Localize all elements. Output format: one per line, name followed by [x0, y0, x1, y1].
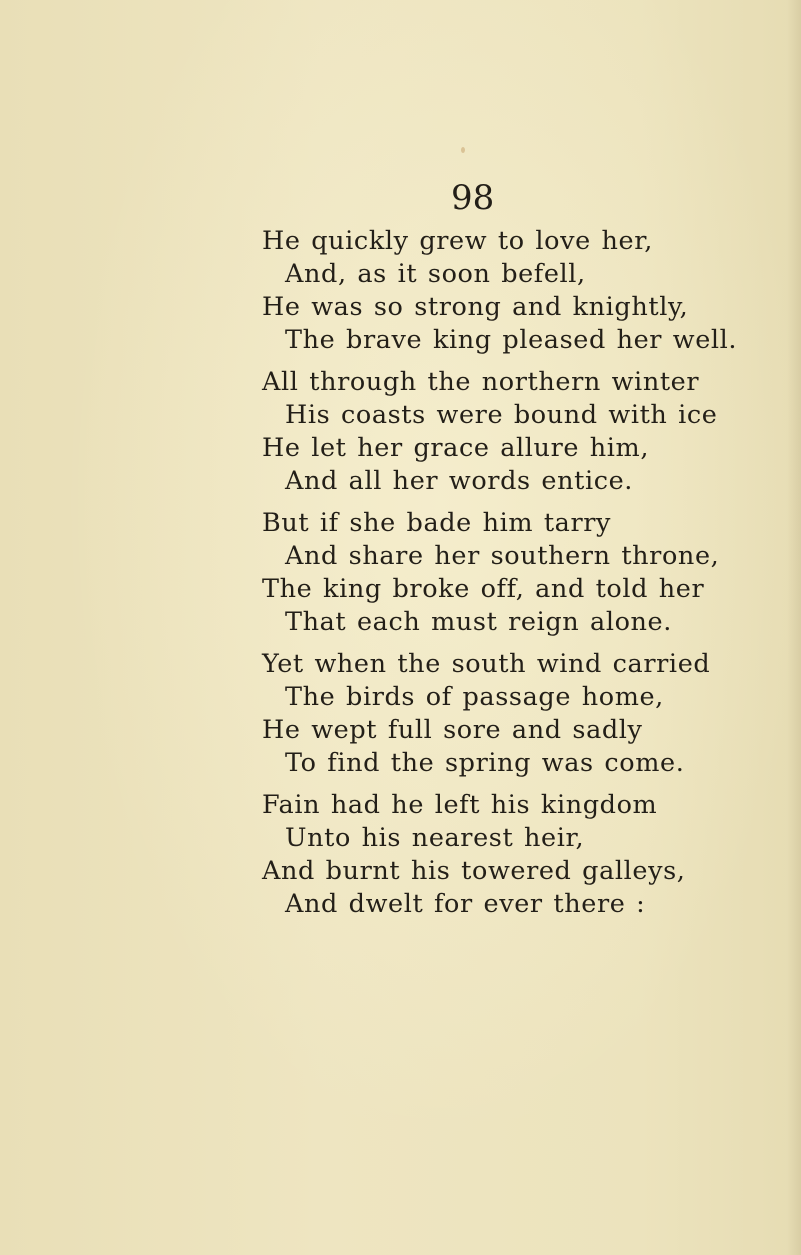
verse-line: But if she bade him tarry [262, 508, 612, 538]
verse-line: The brave king pleased her well. [285, 325, 738, 355]
verse-line: He wept full sore and sadly [262, 715, 643, 745]
verse-line: He was so strong and knightly, [262, 292, 689, 322]
verse-line: To find the spring was come. [285, 748, 685, 778]
verse-line: And all her words entice. [285, 466, 633, 496]
verse-line: The birds of passage home, [285, 682, 664, 712]
verse-line: Yet when the south wind carried [262, 649, 711, 679]
verse-line: And dwelt for ever there : [285, 889, 646, 919]
verse-line: And share her southern throne, [285, 541, 720, 571]
verse-line: He quickly grew to love her, [262, 226, 653, 256]
verse-line: He let her grace allure him, [262, 433, 650, 463]
paper-speck [461, 147, 465, 153]
verse-line: And burnt his towered galleys, [262, 856, 686, 886]
verse-line: His coasts were bound with ice [285, 400, 718, 430]
page-number: 98 [451, 178, 495, 218]
verse-line: That each must reign alone. [285, 607, 672, 637]
verse-line: And, as it soon befell, [285, 259, 586, 289]
verse-line: All through the northern winter [262, 367, 700, 397]
verse-line: Unto his nearest heir, [285, 823, 585, 853]
verse-line: The king broke off, and told her [262, 574, 705, 604]
verse-line: Fain had he left his kingdom [262, 790, 658, 820]
